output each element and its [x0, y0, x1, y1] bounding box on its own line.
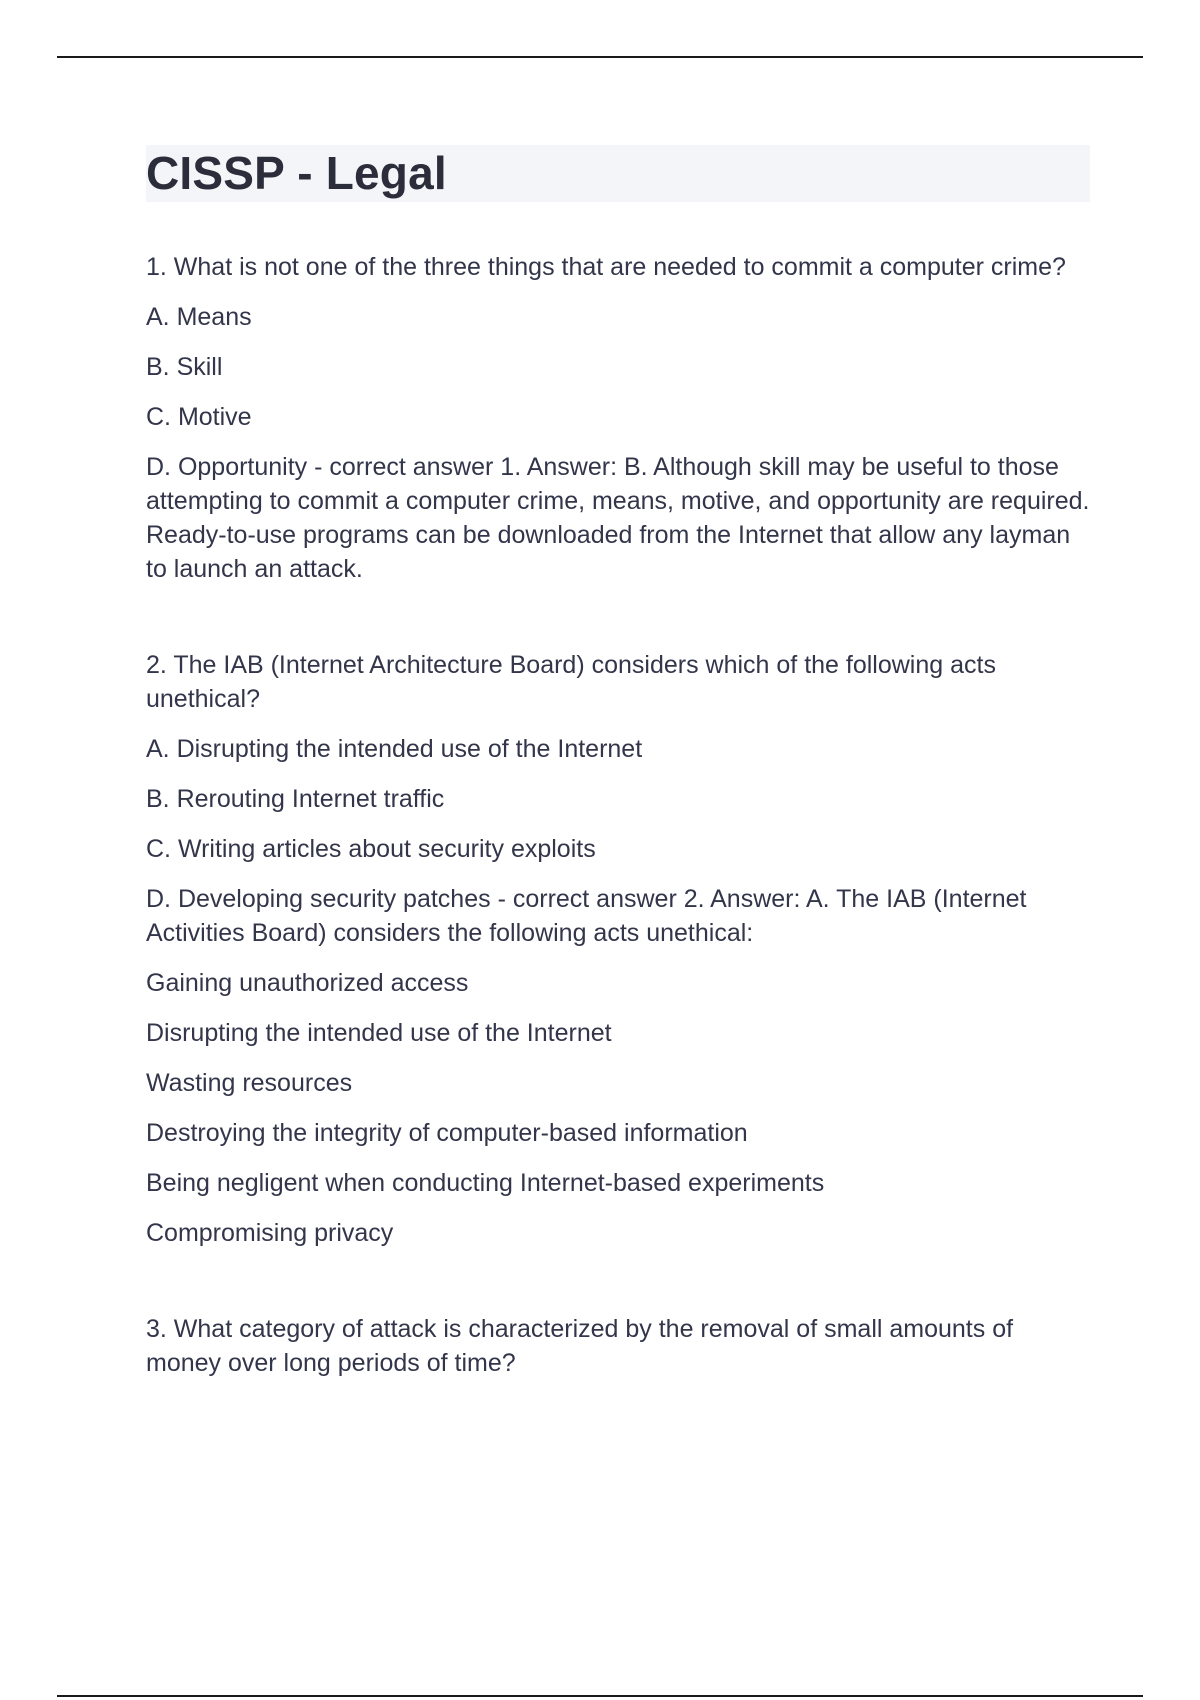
option-d-with-answer: D. Developing security patches - correct answer 2. Answer: A. The IAB (Internet Activities Board) considers the following acts unethical: — [146, 885, 1027, 947]
option-c: C. Motive — [146, 403, 252, 431]
question-block-1 — [146, 250, 1090, 586]
bottom-divider — [57, 1695, 1143, 1697]
document-body — [146, 145, 1090, 1396]
answer-list-item: Gaining unauthorized access — [146, 969, 469, 997]
question-block-3 — [146, 1312, 1090, 1380]
page-title: CISSP - Legal — [146, 147, 447, 199]
option-b: B. Skill — [146, 353, 223, 381]
answer-list-item: Being negligent when conducting Internet-based experiments — [146, 1169, 825, 1197]
option-a: A. Means — [146, 303, 252, 331]
option-d-with-answer: D. Opportunity - correct answer 1. Answer: B. Although skill may be useful to those attempting to commit a computer crime, means, motive, and opportunity are required. Ready-to-use programs can be downloaded from the Internet that allow any layman to launch an attack. — [146, 453, 1090, 583]
question-text: 2. The IAB (Internet Architecture Board) considers which of the following acts unethical? — [146, 651, 996, 713]
title-band — [146, 145, 1090, 202]
option-c: C. Writing articles about security exploits — [146, 835, 596, 863]
question-block-2 — [146, 648, 1090, 1250]
question-text: 3. What category of attack is characterized by the removal of small amounts of money over long periods of time? — [146, 1315, 1014, 1377]
answer-list-item: Compromising privacy — [146, 1219, 394, 1247]
top-divider — [57, 56, 1143, 58]
answer-list-item: Disrupting the intended use of the Internet — [146, 1019, 612, 1047]
answer-list-item: Destroying the integrity of computer-based information — [146, 1119, 748, 1147]
answer-list-item: Wasting resources — [146, 1069, 353, 1097]
question-text: 1. What is not one of the three things that are needed to commit a computer crime? — [146, 253, 1066, 281]
option-b: B. Rerouting Internet traffic — [146, 785, 445, 813]
option-a: A. Disrupting the intended use of the Internet — [146, 735, 643, 763]
